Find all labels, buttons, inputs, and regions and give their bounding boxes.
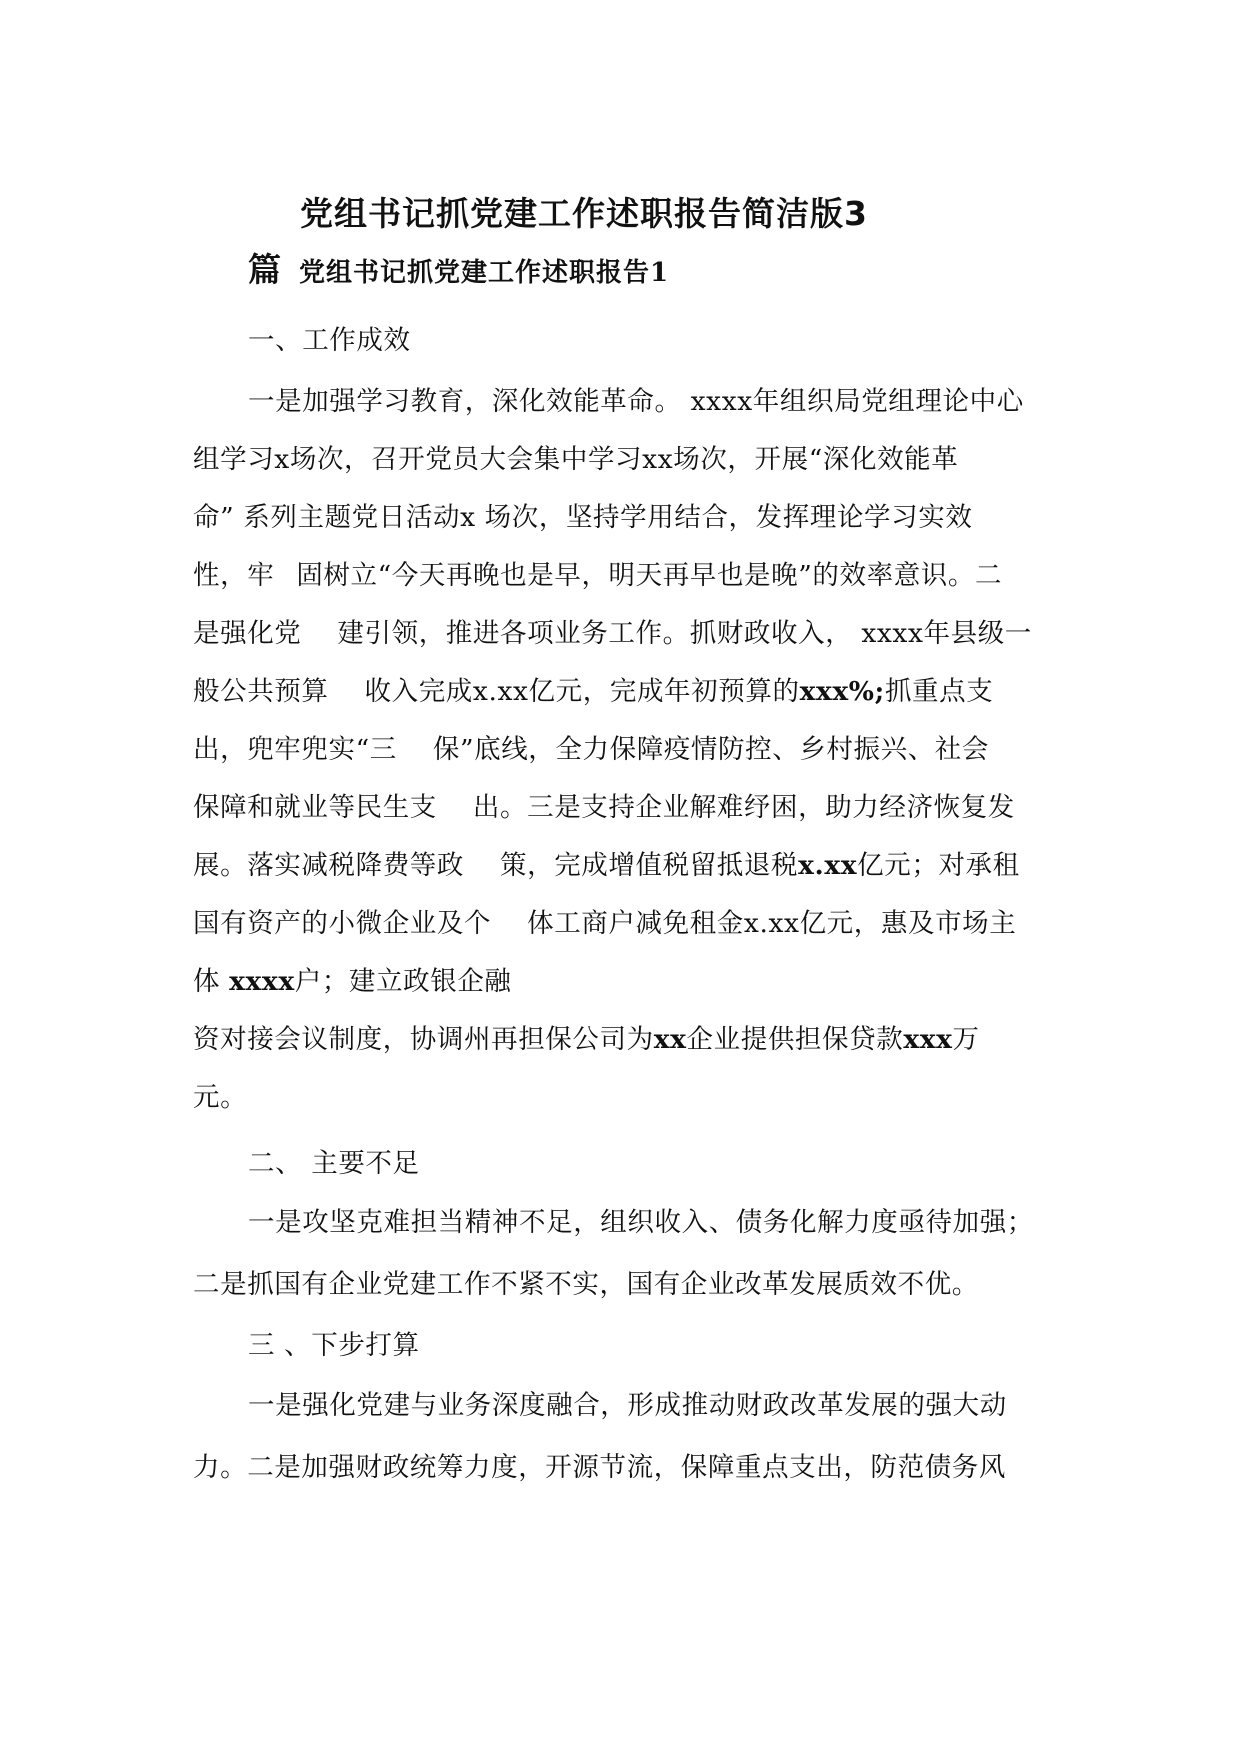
section-heading-results: 一、工作成效 [248, 325, 411, 356]
paragraph-line: 二是抓国有企业党建工作不紧不实，国有企业改革发展质效不优。 [193, 1269, 979, 1300]
text-span: 户；建立政银企融 [294, 966, 512, 997]
paragraph-line: 组学习x场次，召开党员大会集中学习xx场次，开展“深化效能革 [193, 444, 959, 475]
section-heading-shortcomings: 二、 主要不足 [248, 1148, 420, 1179]
paragraph-line: 力。二是加强财政统筹力度，开源节流，保障重点支出，防范债务风 [193, 1452, 1006, 1483]
paragraph-line [193, 1017, 980, 1056]
text-span: 万 [952, 1024, 980, 1055]
paragraph-line [193, 959, 512, 998]
section-heading-next-steps: 三 、下步打算 [248, 1330, 420, 1361]
text-span: 展。落实减税降费等政 [193, 850, 464, 881]
paragraph-line [193, 727, 989, 766]
text-span: 资对接会议制度，协调州再担保公司为 [193, 1024, 654, 1055]
text-span: 建引领，推进各项业务工作。抓财政收入， xxxx年县级一 [337, 618, 1032, 649]
text-span: 保障和就业等民生支 [193, 792, 437, 823]
text-span: 抓重点支 [884, 676, 994, 707]
text-span: 是强化党 [193, 618, 302, 649]
subtitle-row [248, 244, 669, 291]
paragraph-line [193, 611, 1032, 650]
bold-value: xxxx [229, 966, 295, 997]
text-span: 亿元；对承租 [857, 850, 1020, 881]
paragraph-line: 一是攻坚克难担当精神不足，组织收入、债务化解力度亟待加强； [248, 1207, 1034, 1238]
text-span: 性，牢 [193, 560, 275, 591]
paragraph-line [193, 785, 1015, 824]
paragraph-line: 命” 系列主题党日活动x 场次，坚持学用结合，发挥理论学习实效 [193, 502, 973, 533]
text-span: 收入完成x.xx亿元，完成年初预算的 [364, 676, 800, 707]
paragraph-line [193, 553, 1002, 592]
subtitle-prefix: 篇 [248, 250, 281, 289]
text-span: 国有资产的小微企业及个 [193, 908, 492, 939]
text-span: 出，兜牢兜实“三 [193, 734, 397, 765]
text-span: 般公共预算 [193, 676, 329, 707]
document-title: 党组书记抓党建工作述职报告简洁版3 [300, 194, 868, 233]
bold-value: x.xx [798, 850, 858, 881]
text-span: 体工商户减免租金x.xx亿元，惠及市场主 [527, 908, 1017, 939]
document-subtitle: 党组书记抓党建工作述职报告1 [299, 258, 670, 288]
text-span: 固树立“今天再晚也是早，明天再早也是晚”的效率意识。二 [296, 560, 1003, 591]
text-span: 企业提供担保贷款 [686, 1024, 904, 1055]
text-span: 策，完成增值税留抵退税 [500, 850, 799, 881]
bold-value: xxx%; [799, 676, 885, 707]
text-span: 出。三是支持企业解难纾困，助力经济恢复发 [472, 792, 1015, 823]
text-span: 保”底线，全力保障疫情防控、乡村振兴、社会 [432, 734, 990, 765]
paragraph-line: 元。 [193, 1082, 248, 1113]
paragraph-line [193, 669, 993, 708]
text-span: 体 [193, 966, 230, 997]
paragraph-line [193, 901, 1016, 940]
paragraph-line: 一是加强学习教育，深化效能革命。 xxxx年组织局党组理论中心 [248, 386, 1024, 417]
bold-value: xx [653, 1024, 687, 1055]
paragraph-line: 一是强化党建与业务深度融合，形成推动财政改革发展的强大动 [248, 1390, 1007, 1421]
paragraph-line [193, 843, 1020, 882]
bold-value: xxx [903, 1024, 953, 1055]
